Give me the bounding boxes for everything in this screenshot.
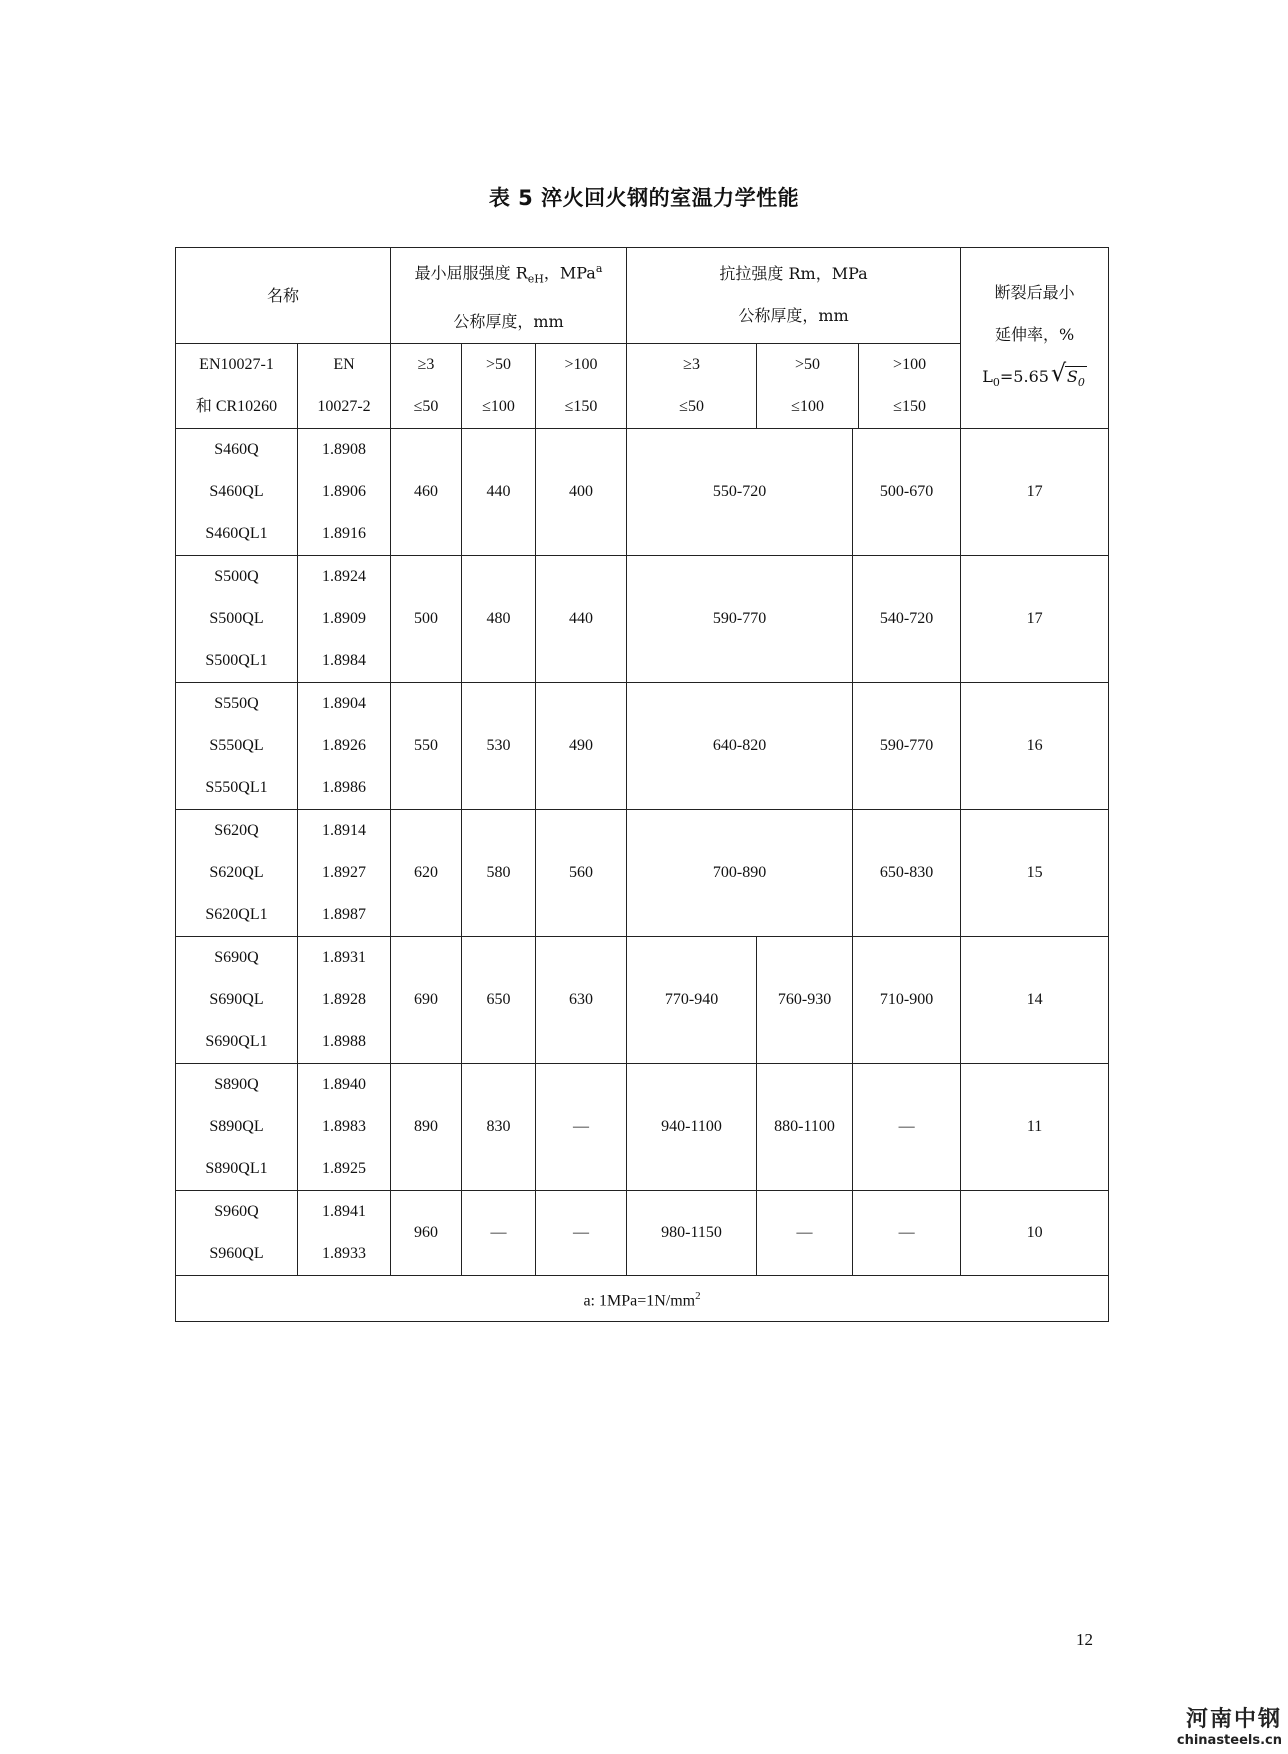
header-tensile-strength: 抗拉强度 Rm，MPa 公称厚度，mm: [627, 248, 961, 344]
header-tensile-thick-2-3: >50 ≤100 >100 ≤150: [757, 343, 961, 428]
footnote-row: [176, 1275, 1109, 1321]
header-yield-thick-3: >100 ≤150: [536, 343, 627, 428]
header-std2: EN 10027-2: [298, 343, 391, 428]
header-name: 名称: [176, 248, 391, 344]
header-row-1: [176, 248, 1109, 344]
header-tensile-thick-1: ≥3 ≤50: [627, 343, 757, 428]
table-row: S960Q S960QL 1.8941 1.8933 960 — — 980-1150 — — 10: [176, 1190, 1109, 1275]
table-row: S620Q S620QL S620QL1 1.8914 1.8927 1.8987 620 580 560 700-890 650-830 15: [176, 809, 1109, 936]
header-std1: EN10027-1 和 CR10260: [176, 343, 298, 428]
yield-title: 最小屈服强度 $R_{eH}$，MPa$^a$: [414, 262, 603, 286]
yield-thickness-label: 公称厚度，mm: [453, 311, 564, 331]
page-title: 表 5 淬火回火钢的室温力学性能: [488, 186, 800, 210]
header-yield-strength: [391, 248, 627, 344]
header-yield-thick-2: >50 ≤100: [462, 343, 536, 428]
elongation-formula: $L_0=5.65√$ $S_0$: [961, 356, 1108, 404]
header-elongation: 断裂后最小 延伸率，% $L_0=5.65√$ $S_0$: [961, 248, 1109, 429]
mechanical-properties-table: [175, 247, 1109, 1322]
table-row: S500Q S500QL S500QL1 1.8924 1.8909 1.8984 500 480 440 590-770 540-720 17: [176, 555, 1109, 682]
header-yield-thick-1: ≥3 ≤50: [391, 343, 462, 428]
table-row: S690Q S690QL S690QL1 1.8931 1.8928 1.8988 690 650 630 770-940 760-930 710-900 14: [176, 936, 1109, 1063]
table-row: S550Q S550QL S550QL1 1.8904 1.8926 1.8986 550 530 490 640-820 590-770 16: [176, 682, 1109, 809]
table-row: S460Q S460QL S460QL1 1.8908 1.8906 1.8916 460 440 400 550-720 500-670 17: [176, 428, 1109, 555]
table-row: S890Q S890QL S890QL1 1.8940 1.8983 1.8925 890 830 — 940-1100 880-1100 — 11: [176, 1063, 1109, 1190]
watermark-logo: 河南中钢 chinasteels.cn: [1176, 1707, 1282, 1748]
footnote: a: $1MPa=1N/mm^2$: [176, 1275, 1109, 1321]
page-number: 12: [1076, 1630, 1093, 1649]
